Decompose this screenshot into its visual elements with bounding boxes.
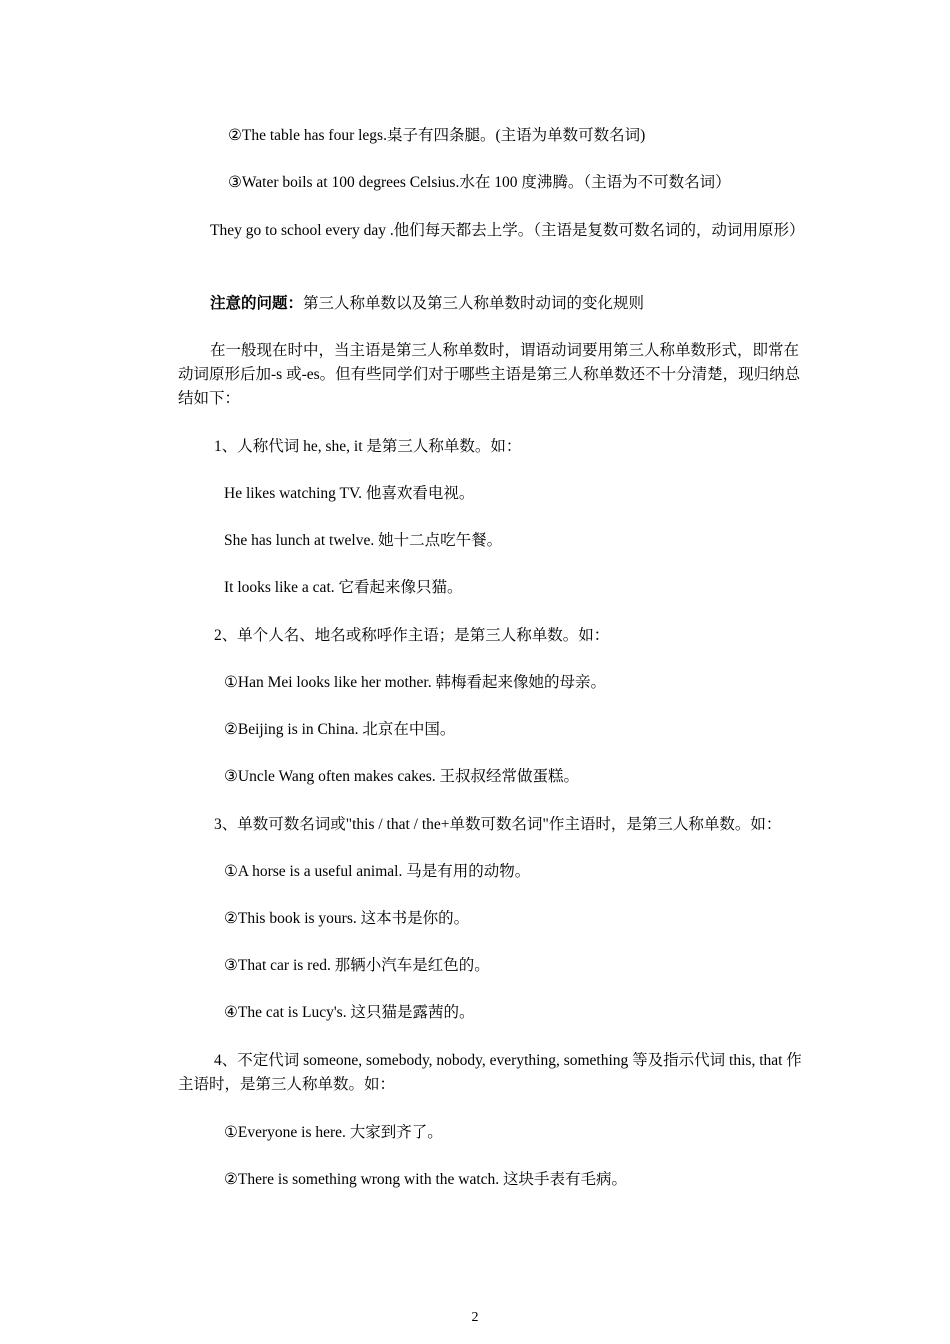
rule-2-example-1: ①Han Mei looks like her mother. 韩梅看起来像她的母亲。 bbox=[224, 674, 606, 691]
rule-3-example-1: ①A horse is a useful animal. 马是有用的动物。 bbox=[224, 863, 531, 880]
intro-paragraph: 在一般现在时中，当主语是第三人称单数时，谓语动词要用第三人称单数形式，即常在动词原形后加-s 或-es。但有些同学们对于哪些主语是第三人称单数还不十分清楚，现归纳总结如下： bbox=[178, 342, 801, 407]
example-table-legs: ②The table has four legs.桌子有四条腿。(主语为单数可数名词) bbox=[228, 127, 646, 144]
rule-3-example-4: ④The cat is Lucy's. 这只猫是露茜的。 bbox=[224, 1004, 475, 1021]
note-title: 第三人称单数以及第三人称单数时动词的变化规则 bbox=[303, 295, 645, 312]
page-number: 2 bbox=[471, 1310, 479, 1325]
example-water-boils: ③Water boils at 100 degrees Celsius.水在 100 度沸腾。（主语为不可数名词） bbox=[228, 174, 731, 191]
rule-1-example-3: It looks like a cat. 它看起来像只猫。 bbox=[224, 579, 463, 596]
rule-2-heading: 2、单个人名、地名或称呼作主语；是第三人称单数。如： bbox=[214, 627, 610, 644]
rule-4-example-2: ②There is something wrong with the watch. 这块手表有毛病。 bbox=[224, 1171, 628, 1188]
rule-2-example-3: ③Uncle Wang often makes cakes. 王叔叔经常做蛋糕。 bbox=[224, 768, 580, 785]
rule-1-example-2: She has lunch at twelve. 她十二点吃午餐。 bbox=[224, 532, 503, 549]
rule-1-heading: 1、人称代词 he, she, it 是第三人称单数。如： bbox=[214, 438, 522, 455]
rule-3-example-2: ②This book is yours. 这本书是你的。 bbox=[224, 910, 470, 927]
rule-2-example-2: ②Beijing is in China. 北京在中国。 bbox=[224, 721, 456, 738]
rule-4-heading: 4、不定代词 someone, somebody, nobody, everything, something 等及指示代词 this, that 作主语时，是第三人称单数。如： bbox=[178, 1052, 802, 1093]
example-go-to-school: They go to school every day .他们每天都去上学。（主语是复数可数名词的，动词用原形） bbox=[210, 222, 805, 239]
rule-3-example-3: ③That car is red. 那辆小汽车是红色的。 bbox=[224, 957, 490, 974]
note-label: 注意的问题： bbox=[210, 295, 304, 312]
note-heading bbox=[210, 292, 644, 316]
rule-1-example-1: He likes watching TV. 他喜欢看电视。 bbox=[224, 485, 475, 502]
rule-4-example-1: ①Everyone is here. 大家到齐了。 bbox=[224, 1124, 443, 1141]
rule-3-heading: 3、单数可数名词或"this / that / the+单数可数名词"作主语时，是第三人称单数。如： bbox=[214, 816, 782, 833]
